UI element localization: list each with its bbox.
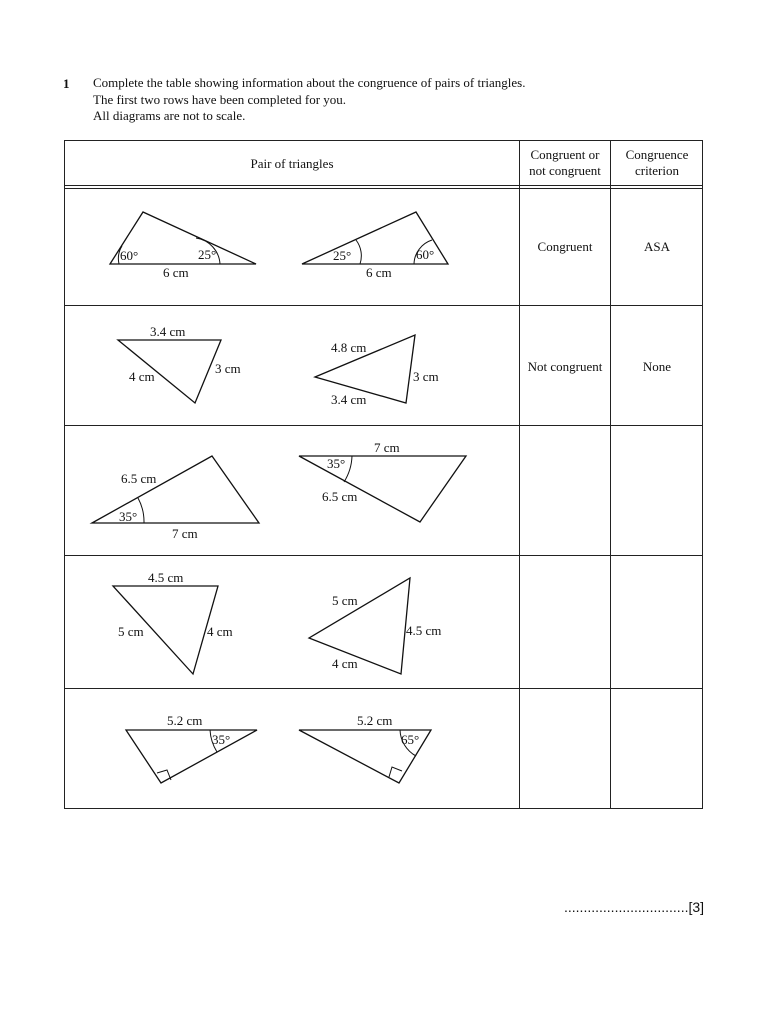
row-1-b-angle-60: 60°	[416, 247, 435, 262]
header-criterion-line-1: Congruence	[625, 147, 689, 162]
row-1-a-angle-25: 25°	[198, 247, 217, 262]
row-5-a-top: 5.2 cm	[167, 713, 203, 728]
row-3-a-angle-arc	[138, 498, 144, 523]
row-5-b-right-angle-mark	[389, 767, 402, 777]
row-4-a-top: 4.5 cm	[148, 570, 184, 585]
row-1-criterion: ASA	[643, 239, 670, 254]
row-2-triangle-b	[315, 335, 439, 407]
answer-marks	[564, 899, 704, 915]
row-3-a-side2: 7 cm	[172, 526, 198, 541]
row-3-a-angle: 35°	[119, 509, 138, 524]
row-4-triangle-a	[113, 570, 233, 674]
row-2-a-top: 3.4 cm	[150, 324, 186, 339]
row-2-a-left: 4 cm	[129, 369, 155, 384]
header-pair: Pair of triangles	[250, 156, 334, 171]
row-3-a-side1: 6.5 cm	[121, 471, 157, 486]
row-4-a-right: 4 cm	[207, 624, 233, 639]
row-4-triangle-b	[309, 578, 441, 674]
question-number: 1	[63, 76, 70, 91]
question-line-1: Complete the table showing information about the congruence of pairs of triangles.	[93, 75, 526, 90]
row-2-b-right: 3 cm	[413, 369, 439, 384]
row-2-a-right: 3 cm	[215, 361, 241, 376]
header-congruent-line-2: not congruent	[529, 163, 601, 178]
row-4-b-top: 5 cm	[332, 593, 358, 608]
question-line-3: All diagrams are not to scale.	[93, 108, 246, 123]
row-3-b-side: 6.5 cm	[322, 489, 358, 504]
question-line-2: The first two rows have been completed for you.	[93, 91, 347, 107]
row-5-triangle-b	[299, 713, 431, 783]
row-5-b-angle: 65°	[401, 732, 420, 747]
row-4-a-left: 5 cm	[118, 624, 144, 639]
row-5-triangle-a	[126, 713, 257, 783]
marks-label: [3]	[688, 899, 705, 915]
row-2-b-top: 4.8 cm	[331, 340, 367, 355]
header-congruent-line-1: Congruent or	[530, 147, 600, 162]
row-2-triangle-a	[118, 324, 241, 403]
row-1-b-side-6cm: 6 cm	[366, 265, 392, 280]
answer-dots[interactable]: ................................	[564, 899, 689, 915]
row-5-a-angle: 35°	[212, 732, 231, 747]
row-3-b-top: 7 cm	[374, 440, 400, 455]
row-3-b-angle: 35°	[327, 456, 346, 471]
row-3-triangle-b	[299, 440, 466, 522]
row-4-b-bottom: 4 cm	[332, 656, 358, 671]
row-1-congruent: Congruent	[537, 239, 593, 254]
row-2-congruent: Not congruent	[527, 359, 603, 374]
row-5-b-top: 5.2 cm	[357, 713, 393, 728]
row-1-a-angle-60: 60°	[120, 248, 139, 263]
row-4-b-right: 4.5 cm	[406, 623, 442, 638]
header-criterion-line-2: criterion	[634, 163, 680, 178]
row-1-triangle-a	[110, 212, 256, 280]
row-1-a-side-6cm: 6 cm	[163, 265, 189, 280]
row-3-triangle-a	[92, 456, 259, 541]
row-1-triangle-b	[302, 212, 448, 280]
row-2-criterion: None	[642, 359, 672, 374]
row-2-b-bottom: 3.4 cm	[331, 392, 367, 407]
row-1-b-angle-arc-1	[356, 240, 361, 264]
row-1-b-angle-25: 25°	[333, 248, 352, 263]
